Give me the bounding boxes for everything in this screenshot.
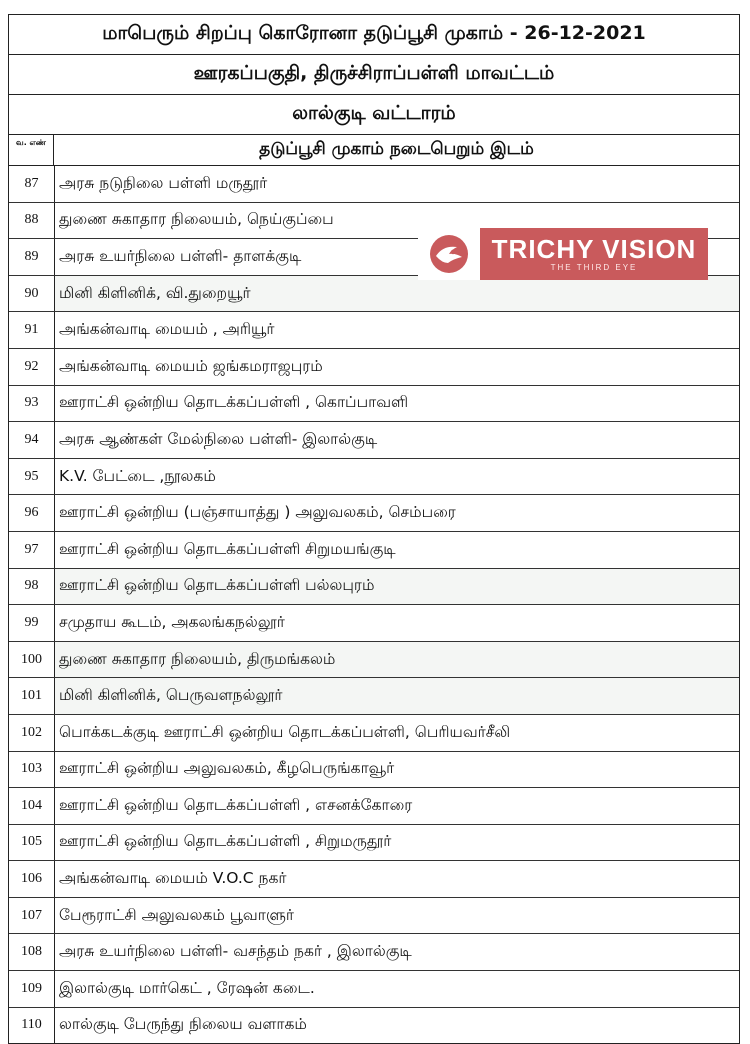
table-row [9, 825, 739, 862]
row-number: 98 [9, 569, 55, 605]
table-header [9, 135, 739, 166]
row-number: 99 [9, 605, 55, 641]
row-number: 94 [9, 422, 55, 458]
table-row [9, 569, 739, 606]
row-place: அங்கன்வாடி மையம் V.O.C நகர் [59, 869, 287, 888]
row-place: அரசு நடுநிலை பள்ளி மருதூர் [59, 173, 268, 192]
table-body [9, 166, 739, 1043]
row-place: மினி கிளினிக், பெருவளநல்லூர் [55, 678, 739, 714]
row-place: ஊராட்சி ஒன்றிய அலுவலகம், கீழபெருங்காவூர் [59, 759, 395, 778]
row-number: 106 [9, 861, 55, 897]
row-place: அங்கன்வாடி மையம் , அரியூர் [59, 320, 275, 339]
row-place: அரசு உயர்நிலை பள்ளி- தாளக்குடி [59, 246, 302, 265]
table-row [9, 971, 739, 1008]
table-row [9, 349, 739, 386]
table-row [9, 715, 739, 752]
row-number: 90 [9, 276, 55, 312]
row-number: 101 [9, 678, 55, 714]
row-place: ஊராட்சி ஒன்றிய தொடக்கப்பள்ளி பல்லபுரம் [55, 569, 739, 605]
row-number: 100 [9, 642, 55, 678]
row-place: அரசு ஆண்கள் மேல்நிலை பள்ளி- இலால்குடி [59, 429, 378, 448]
watermark-text [480, 235, 708, 273]
watermark-name: TRICHY VISION [491, 234, 697, 264]
table-row [9, 752, 739, 789]
row-place: துணை சுகாதார நிலையம், நெய்குப்பை [59, 210, 334, 229]
table-row [9, 678, 739, 715]
column-header-number: வ. எண் [9, 135, 54, 165]
table-row [9, 1008, 739, 1044]
row-place: ஊராட்சி ஒன்றிய தொடக்கப்பள்ளி சிறுமயங்குடி [59, 539, 396, 558]
row-place: அங்கன்வாடி மையம் ஜங்கமராஜபுரம் [59, 356, 323, 375]
row-number: 108 [9, 934, 55, 970]
table-row [9, 532, 739, 569]
row-number: 96 [9, 495, 55, 531]
row-place: லால்குடி பேருந்து நிலைய வளாகம் [59, 1015, 307, 1034]
row-number: 88 [9, 203, 55, 239]
table-row [9, 312, 739, 349]
table-row [9, 276, 739, 313]
table-row [9, 166, 739, 203]
row-number: 105 [9, 825, 55, 861]
row-number: 91 [9, 312, 55, 348]
row-place: சமுதாய கூடம், அகலங்கநல்லூர் [59, 612, 285, 631]
table-row [9, 861, 739, 898]
row-number: 109 [9, 971, 55, 1007]
area-heading: ஊரகப்பகுதி, திருச்சிராப்பள்ளி மாவட்டம் [9, 55, 739, 95]
row-number: 87 [9, 166, 55, 202]
row-number: 95 [9, 459, 55, 495]
table-row [9, 422, 739, 459]
row-number: 110 [9, 1008, 55, 1044]
table-row [9, 605, 739, 642]
trichy-vision-logo-icon [418, 228, 480, 280]
row-place: பேரூராட்சி அலுவலகம் பூவாளுர் [59, 905, 294, 924]
table-row [9, 386, 739, 423]
row-number: 92 [9, 349, 55, 385]
table-row [9, 934, 739, 971]
row-number: 89 [9, 239, 55, 275]
row-place: இலால்குடி மார்கெட் , ரேஷன் கடை. [59, 978, 315, 997]
watermark-tagline: THE THIRD EYE [550, 263, 638, 272]
column-header-place: தடுப்பூசி முகாம் நடைபெறும் இடம் [259, 139, 534, 159]
table-row [9, 642, 739, 679]
row-number: 104 [9, 788, 55, 824]
block-heading: லால்குடி வட்டாரம் [9, 95, 739, 135]
row-place: ஊராட்சி ஒன்றிய தொடக்கப்பள்ளி , சிறுமருதூர் [59, 832, 392, 851]
row-place: ஊராட்சி ஒன்றிய தொடக்கப்பள்ளி , எசனக்கோரை [59, 795, 413, 814]
row-number: 103 [9, 752, 55, 788]
row-place: ஊராட்சி ஒன்றிய தொடக்கப்பள்ளி , கொப்பாவளி [59, 393, 409, 412]
row-number: 107 [9, 898, 55, 934]
row-place: மினி கிளினிக், வி.துறையூர் [55, 276, 739, 312]
row-number: 102 [9, 715, 55, 751]
row-place: அரசு உயர்நிலை பள்ளி- வசந்தம் நகர் , இலால்குடி [59, 942, 412, 961]
row-place: துணை சுகாதார நிலையம், திருமங்கலம் [55, 642, 739, 678]
row-number: 93 [9, 386, 55, 422]
table-row [9, 459, 739, 496]
row-place: ஊராட்சி ஒன்றிய (பஞ்சாயாத்து ) அலுவலகம், செம்பரை [59, 503, 456, 522]
row-place: K.V. பேட்டை ,நூலகம் [59, 466, 216, 485]
table-row [9, 898, 739, 935]
vaccination-camp-table [8, 14, 740, 1044]
page-title: மாபெரும் சிறப்பு கொரோனா தடுப்பூசி முகாம் - 26-12-2021 [9, 15, 739, 55]
trichy-vision-watermark [418, 228, 708, 280]
table-row [9, 495, 739, 532]
row-place: பொக்கடக்குடி ஊராட்சி ஒன்றிய தொடக்கப்பள்ளி, பெரியவர்சீலி [59, 722, 511, 741]
table-row [9, 788, 739, 825]
row-number: 97 [9, 532, 55, 568]
